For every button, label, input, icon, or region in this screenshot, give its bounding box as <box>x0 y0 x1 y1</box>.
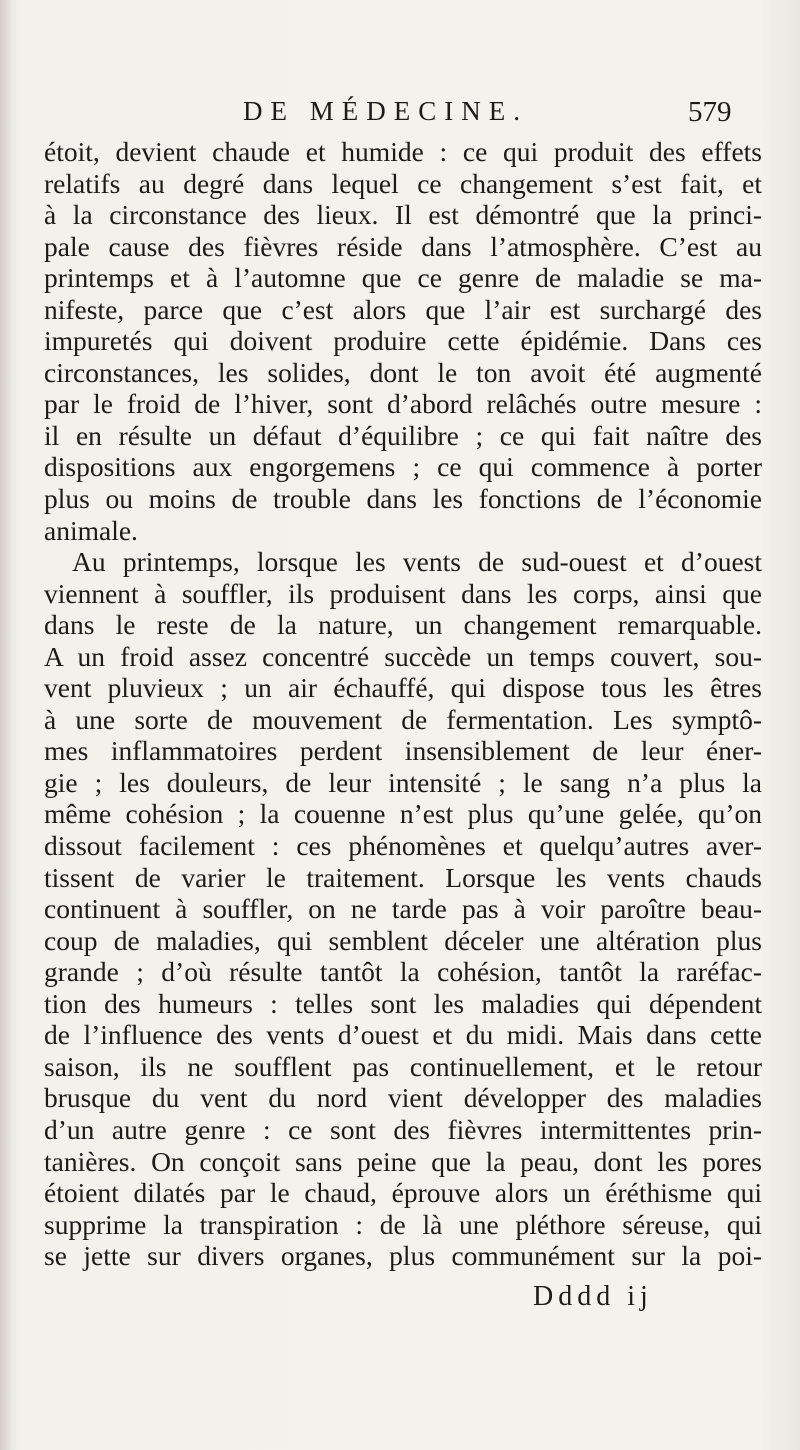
text-line: dissout facilement : ces phénomènes et quelqu’autres aver- <box>44 830 762 862</box>
text-line: grande ; d’où résulte tantôt la cohésion, tantôt la raréfac- <box>44 956 762 988</box>
body-text <box>44 136 762 1272</box>
text-line: viennent à souffler, ils produisent dans les corps, ainsi que <box>44 577 762 609</box>
text-line: se jette sur divers organes, plus communément sur la poi- <box>44 1240 762 1272</box>
text-line: à la circonstance des lieux. Il est démontré que la princi- <box>44 199 762 231</box>
text-line: gie ; les douleurs, de leur intensité ; le sang n’a plus la <box>44 766 762 798</box>
text-line: dispositions aux engorgemens ; ce qui commence à porter <box>44 451 762 483</box>
text-line: étoit, devient chaude et humide : ce qui produit des effets <box>44 136 762 167</box>
text-line: animale. <box>44 514 138 546</box>
text-line: par le froid de l’hiver, sont d’abord relâchés outre mesure : <box>44 388 762 420</box>
text-line: plus ou moins de trouble dans les fonctions de l’économie <box>44 483 762 515</box>
running-head <box>0 96 800 140</box>
text-line: printemps et à l’automne que ce genre de maladie se ma- <box>44 262 762 294</box>
text-line: relatifs au degré dans lequel ce changement s’est fait, et <box>44 167 762 199</box>
page-number: 579 <box>688 96 732 128</box>
text-line: tion des humeurs : telles sont les maladies qui dépendent <box>44 987 762 1019</box>
text-line: supprime la transpiration : de là une pléthore séreuse, qui <box>44 1208 762 1240</box>
text-line: mes inflammatoires perdent insensiblement de leur éner- <box>44 735 762 767</box>
page-gutter-shadow <box>0 0 12 1450</box>
text-line: A un froid assez concentré succède un temps couvert, sou- <box>44 640 762 672</box>
text-line: vent pluvieux ; un air échauffé, qui dispose tous les êtres <box>44 672 762 704</box>
text-line: tissent de varier le traitement. Lorsque les vents chauds <box>44 861 762 893</box>
text-line: dans le reste de la nature, un changement remarquable. <box>44 609 762 641</box>
text-line: coup de maladies, qui semblent déceler une altération plus <box>44 924 762 956</box>
signature-mark: Dddd ij <box>533 1281 653 1312</box>
text-line: Au printemps, lorsque les vents de sud-ouest et d’ouest <box>72 546 762 578</box>
text-line: saison, ils ne soufflent pas continuellement, et le retour <box>44 1050 762 1082</box>
text-line: même cohésion ; la couenne n’est plus qu’une gelée, qu’on <box>44 798 762 830</box>
running-head-title: DE MÉDECINE. <box>243 96 528 126</box>
text-line: de l’influence des vents d’ouest et du midi. Mais dans cette <box>44 1019 762 1051</box>
text-line: tanières. On conçoit sans peine que la peau, dont les pores <box>44 1145 762 1177</box>
text-line: à une sorte de mouvement de fermentation. Les symptô- <box>44 703 762 735</box>
text-line: circonstances, les solides, dont le ton avoit été augmenté <box>44 356 762 388</box>
text-line: impuretés qui doivent produire cette épidémie. Dans ces <box>44 325 762 357</box>
text-line: il en résulte un défaut d’équilibre ; ce qui fait naître des <box>44 419 762 451</box>
paragraph-1 <box>44 136 762 546</box>
text-line: pale cause des fièvres réside dans l’atmosphère. C’est au <box>44 230 762 262</box>
paragraph-2 <box>44 546 762 1272</box>
text-line: nifeste, parce que c’est alors que l’air est surchargé des <box>44 293 762 325</box>
text-line: d’un autre genre : ce sont des fièvres intermittentes prin- <box>44 1113 762 1145</box>
text-line: étoient dilatés par le chaud, éprouve alors un éréthisme qui <box>44 1177 762 1209</box>
text-line: continuent à souffler, on ne tarde pas à voir paroître beau- <box>44 893 762 925</box>
text-line: brusque du vent du nord vient développer des maladies <box>44 1082 762 1114</box>
